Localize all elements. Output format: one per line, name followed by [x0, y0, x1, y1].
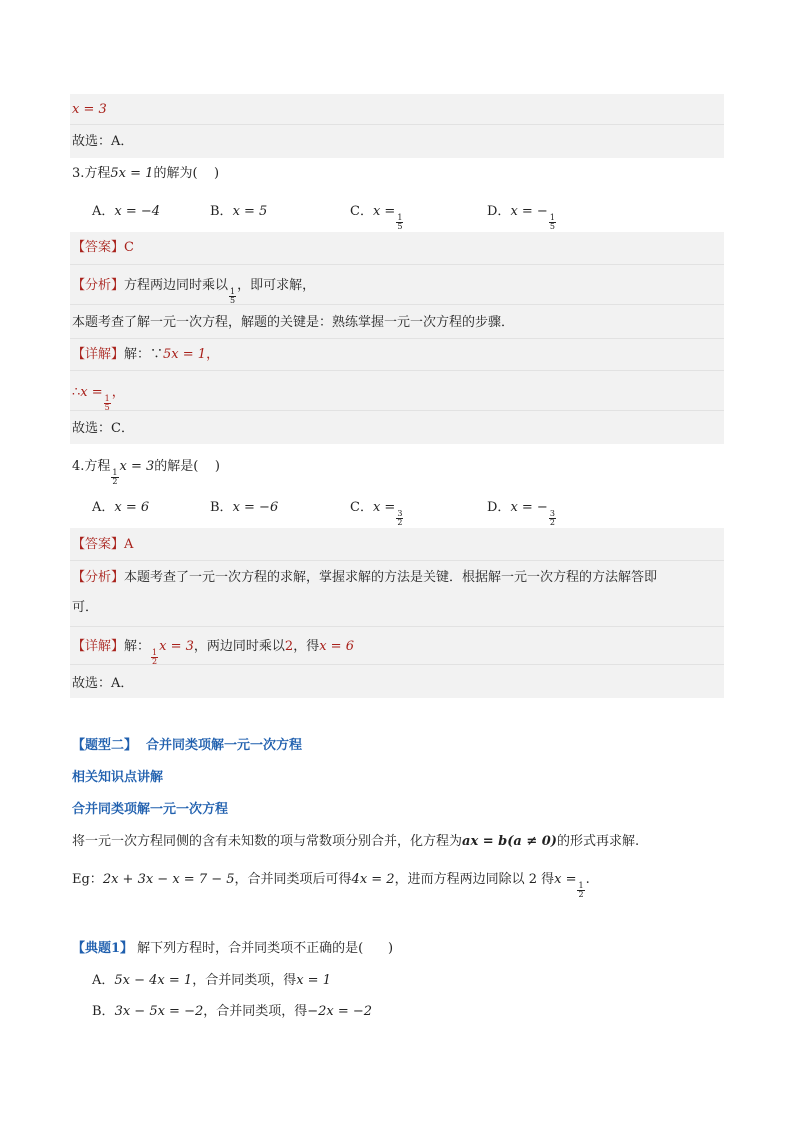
q3-option-a[interactable] [92, 202, 160, 222]
q4-stem-math: x = 3 [119, 459, 155, 474]
q4-choose: 故选：A． [72, 676, 134, 691]
numerator: 1 [549, 213, 555, 222]
option-math: x = − [510, 204, 548, 219]
option-label: D． [487, 500, 511, 515]
option-label: D． [487, 204, 511, 219]
answer-tag: 【答案】 [72, 537, 125, 552]
denominator: 2 [112, 477, 118, 486]
detail-tag: 【详解】 [72, 347, 125, 362]
section-subheading-1: 相关知识点讲解 [72, 770, 164, 785]
q3-option-d[interactable] [487, 202, 557, 231]
option-math: x = 6 [114, 500, 150, 515]
fraction [549, 510, 556, 527]
numerator: 3 [549, 509, 555, 518]
numerator: 1 [578, 881, 584, 890]
section-subheading-2: 合并同类项解一元一次方程 [72, 802, 229, 817]
example1-option-b[interactable] [92, 1002, 372, 1022]
eg-math: 2x + 3x − x = 7 − 5 [102, 872, 235, 887]
numerator: 3 [397, 509, 403, 518]
eg-label: Eg： [72, 872, 103, 887]
detail-text: ，两边同时乘以 [193, 639, 285, 654]
option-text: ，合并同类项，得 [203, 1004, 308, 1019]
q4-stem [72, 457, 220, 486]
denominator: 5 [230, 296, 236, 305]
fraction [549, 214, 556, 231]
denominator: 5 [549, 222, 555, 231]
q2-choose-line [72, 132, 133, 152]
fraction [396, 214, 403, 231]
q4-analysis-line2: 可． [72, 600, 99, 615]
denominator: 2 [397, 518, 403, 527]
detail-math: 5x = 1 [163, 347, 207, 362]
therefore-math: x = [80, 385, 103, 400]
fraction [151, 649, 158, 666]
example-stem-text: 解下列方程时，合并同类项不正确的是( ) [133, 941, 394, 956]
divider [70, 626, 724, 627]
q3-answer [72, 238, 134, 258]
q3-stem-math: 5x = 1 [110, 166, 154, 181]
option-label: A． [92, 204, 115, 219]
option-math: x = −4 [114, 204, 161, 219]
option-math: x = 1 [296, 973, 331, 988]
analysis-tag: 【分析】 [72, 278, 125, 293]
body-math: ax = b(a ≠ 0) [462, 834, 557, 849]
divider [70, 264, 724, 265]
detail-math: x = 6 [319, 639, 354, 654]
answer-tag: 【答案】 [72, 240, 125, 255]
answer-value: A [124, 537, 134, 552]
example-tag: 【典题1】 [72, 941, 134, 956]
option-label: B． [92, 1004, 115, 1019]
q4-stem-prefix: 4.方程 [72, 459, 111, 474]
body-text: 将一元一次方程同侧的含有未知数的项与常数项分别合并，化方程为 [72, 834, 463, 849]
fraction [104, 395, 111, 412]
denominator: 2 [578, 890, 584, 899]
option-math: x = −6 [232, 500, 279, 515]
q3-note: 本题考查了解一元一次方程，解题的关键是：熟练掌握一元一次方程的步骤． [72, 315, 515, 330]
numerator: 1 [152, 648, 158, 657]
option-label: C． [350, 204, 373, 219]
detail-tag: 【详解】 [72, 639, 125, 654]
q3-option-b[interactable] [210, 202, 267, 222]
q2-result-formula: x = 3 [72, 102, 107, 117]
q3-option-c[interactable] [350, 202, 404, 231]
numerator: 1 [397, 213, 403, 222]
therefore-text: ， [111, 385, 125, 400]
divider [70, 124, 724, 125]
option-label: A． [92, 500, 115, 515]
option-math: x = [372, 204, 396, 219]
answer-value: C [124, 240, 134, 255]
option-math: 5x − 4x = 1 [114, 973, 193, 988]
q4-option-a[interactable] [92, 498, 149, 518]
fraction [577, 882, 584, 899]
fraction [396, 510, 403, 527]
q3-analysis [72, 276, 315, 305]
detail-math: x = 3 [159, 639, 194, 654]
option-label: A． [92, 973, 115, 988]
detail-text: 解： [124, 639, 151, 654]
eg-math: 4x = 2 [351, 872, 395, 887]
q4-option-c[interactable] [350, 498, 404, 527]
q3-stem [72, 164, 219, 184]
analysis-text: 本题考查了一元一次方程的求解，掌握求解的方法是关键．根据解一元一次方程的方法解答即 [124, 570, 658, 585]
option-label: C． [350, 500, 373, 515]
divider [70, 338, 724, 339]
detail-text: ， [206, 347, 220, 362]
numerator: 1 [230, 287, 236, 296]
q3-detail [72, 345, 219, 365]
q3-therefore [72, 383, 125, 412]
q2-solution-panel [70, 94, 724, 158]
numerator: 1 [104, 394, 110, 403]
option-label: B． [210, 204, 233, 219]
numerator: 1 [112, 468, 118, 477]
section-title: 【题型二】 合并同类项解一元一次方程 [72, 738, 303, 753]
divider [70, 410, 724, 411]
denominator: 2 [549, 518, 555, 527]
example1-option-a[interactable] [92, 971, 331, 991]
detail-text: 解：∵ [124, 347, 164, 362]
divider [70, 370, 724, 371]
divider [70, 560, 724, 561]
denominator: 2 [152, 657, 158, 666]
option-math: x = [372, 500, 396, 515]
detail-text: ，得 [293, 639, 320, 654]
analysis-tag: 【分析】 [72, 570, 125, 585]
option-math: x = − [510, 500, 548, 515]
fraction [229, 288, 236, 305]
option-math: x = 5 [232, 204, 268, 219]
example1-stem [72, 939, 393, 959]
fraction [111, 469, 118, 486]
option-math: −2x = −2 [307, 1004, 373, 1019]
q4-option-b[interactable] [210, 498, 278, 518]
eg-text: ，进而方程两边同除以 2 得 [394, 872, 555, 887]
q2-choose-text: 故选：A． [72, 134, 134, 149]
eg-text: ，合并同类项后可得 [234, 872, 352, 887]
eg-text: . [585, 872, 590, 887]
q4-stem-suffix: 的解是( ) [154, 459, 220, 474]
eg-math: x = [554, 872, 577, 887]
denominator: 5 [104, 403, 110, 412]
q3-stem-prefix: 3.方程 [72, 166, 111, 181]
denominator: 5 [397, 222, 403, 231]
q3-stem-suffix: 的解为( ) [153, 166, 220, 181]
q4-analysis-line1 [72, 568, 657, 588]
therefore-symbol: ∴ [72, 385, 81, 400]
q4-option-d[interactable] [487, 498, 557, 527]
option-math: 3x − 5x = −2 [114, 1004, 204, 1019]
analysis-text: ，即可求解， [237, 278, 316, 293]
q3-choose: 故选：C． [72, 421, 134, 436]
detail-math: 2 [284, 639, 294, 654]
body-text: 的形式再求解. [556, 834, 640, 849]
option-label: B． [210, 500, 233, 515]
section-example [72, 870, 590, 899]
section-body [72, 832, 639, 852]
q4-detail [72, 637, 354, 666]
q4-answer [72, 535, 133, 555]
q4-solution-panel [70, 528, 724, 698]
analysis-text: 方程两边同时乘以 [124, 278, 229, 293]
option-text: ，合并同类项，得 [192, 973, 297, 988]
